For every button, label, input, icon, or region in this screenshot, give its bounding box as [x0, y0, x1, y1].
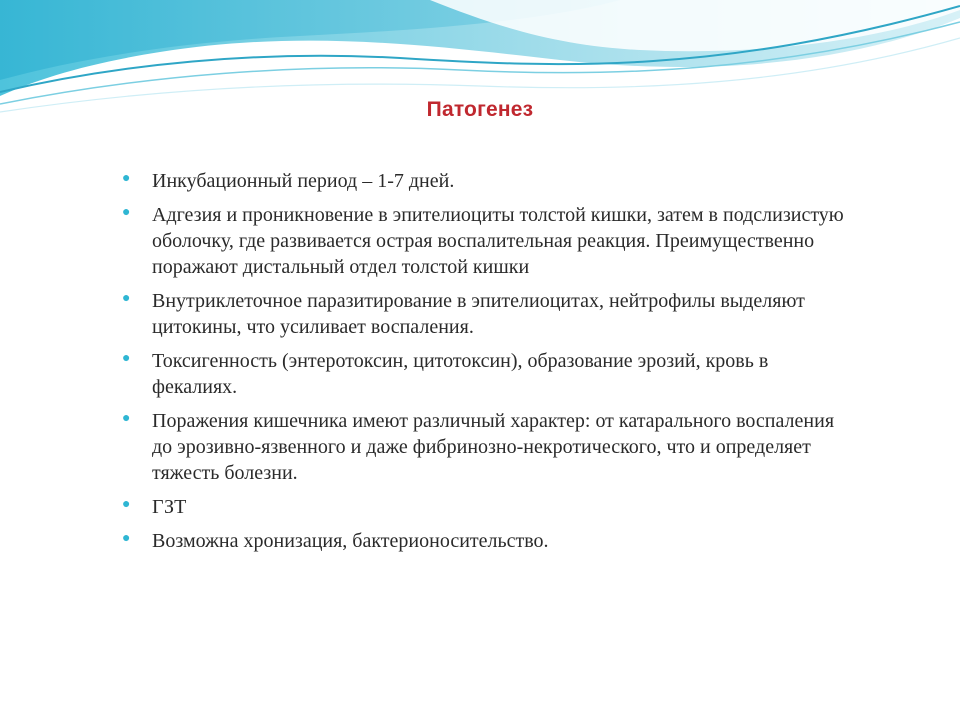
bullet-dot-icon: ●: [122, 531, 131, 546]
list-item: [120, 202, 850, 280]
list-item: [120, 408, 850, 486]
bullet-dot-icon: ●: [122, 291, 131, 306]
list-item-text: Внутриклеточное паразитирование в эпителиоцитах, нейтрофилы выделяют цитокины, что усиливает воспаления.: [152, 290, 805, 338]
list-item-text: ГЗТ: [152, 496, 187, 518]
list-item: [120, 168, 850, 194]
list-item: [120, 528, 850, 554]
list-item: [120, 348, 850, 400]
list-item-text: Инкубационный период – 1-7 дней.: [152, 170, 455, 192]
slide-title: Патогенез: [426, 98, 534, 121]
bullet-dot-icon: ●: [122, 351, 131, 366]
list-item-text: Возможна хронизация, бактерионосительство.: [152, 530, 549, 552]
bullet-dot-icon: ●: [122, 171, 131, 186]
bullet-dot-icon: ●: [122, 497, 131, 512]
list-item-text: Поражения кишечника имеют различный характер: от катарального воспаления до эрозивно-язвенного и даже фибринозно-некротического, что и определяет тяжесть болезни.: [152, 410, 835, 484]
list-item-text: Адгезия и проникновение в эпителиоциты толстой кишки, затем в подслизистую оболочку, где развивается острая воспалительная реакция. Преимущественно поражают дистальный отдел толстой кишки: [152, 204, 844, 278]
bullet-dot-icon: ●: [122, 411, 131, 426]
bullet-list: [120, 168, 850, 562]
list-item-text: Токсигенность (энтеротоксин, цитотоксин), образование эрозий, кровь в фекалиях.: [152, 350, 769, 398]
bullet-dot-icon: ●: [122, 205, 131, 220]
list-item: [120, 288, 850, 340]
list-item: [120, 494, 850, 520]
